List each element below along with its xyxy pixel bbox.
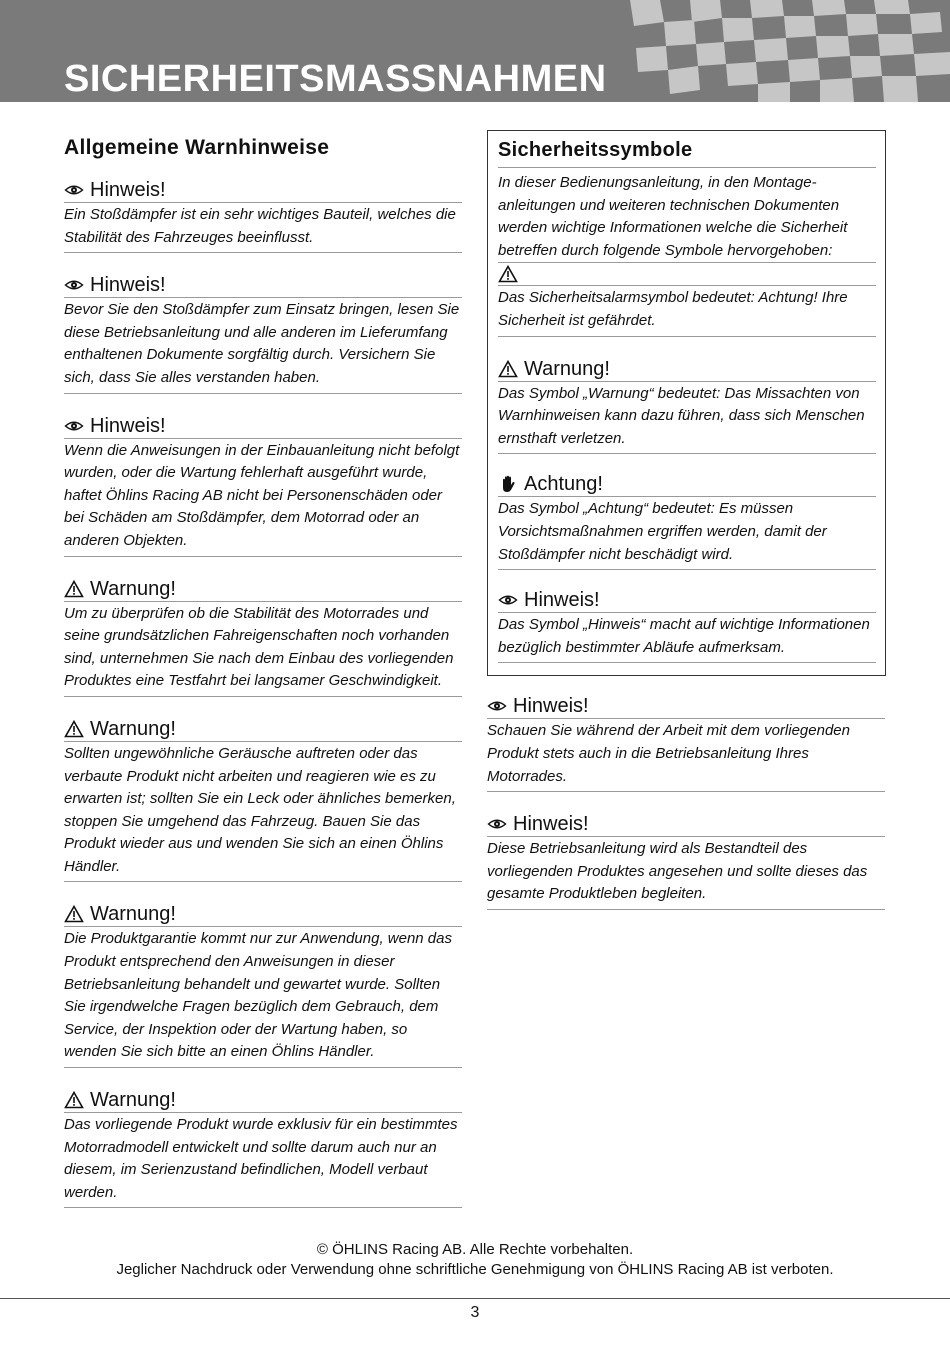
hint-note [487,812,885,910]
note-heading-label: Warnung! [90,903,176,926]
note-heading [64,717,462,742]
symbol-note [498,472,876,570]
warning-note [64,273,462,393]
section-title: Allgemeine Warnhinweise [64,136,330,159]
note-text: Sollten ungewöhnliche Geräusche auftreten oder das verbaute Produkt nicht arbeiten und reagieren wie es zu erwarten ist; sollten Sie ein Leck oder ähnliches bemerken, stoppen Sie umgehend das Fahrzeug. Bauen Sie das Produkt wieder aus und wenden Sie sich an einen Öhlins Händler. [64,742,462,883]
note-heading [64,414,462,439]
eye-icon [487,815,507,833]
general-warnings-column [64,136,462,1228]
alarm-symbol-text: Das Sicherheitsalarmsymbol bedeutet: Achtung! Ihre Sicherheit ist gefährdet. [498,286,876,336]
note-heading-label: Warnung! [90,1089,176,1112]
warning-triangle-icon [498,265,518,283]
page-header [0,0,950,102]
note-heading [64,902,462,927]
note-heading [64,577,462,602]
note-heading-label: Hinweis! [513,695,589,718]
page-number: 3 [470,1304,480,1321]
note-heading-label: Hinweis! [90,179,166,201]
symbol-note [498,588,876,663]
warning-note [64,717,462,883]
warning-note [64,1088,462,1208]
note-heading-label: Hinweis! [513,813,589,836]
note-heading-label: Hinweis! [90,414,166,437]
note-heading-label: Hinweis! [90,274,166,297]
left-notes-list [64,178,462,1208]
note-text: Bevor Sie den Stoßdämpfer zum Einsatz bringen, lesen Sie diese Betriebsanleitung und alle anderen im Lieferumfang enthaltenen Dokumente sorgfältig durch. Versichern Sie sich, dass Sie alles verstanden haben. [64,298,462,393]
note-text: Die Produktgarantie kommt nur zur Anwendung, wenn das Produkt entsprechend den Anweisungen in dieser Betriebsanleitung behandelt und gewartet wurde. Sollten Sie irgendwelche Fragen bezüglich dem Gebrauch, dem Service, der Inspektion oder der Wartung haben, so wenden Sie sich bitte an einen Öhlins Händler. [64,927,462,1068]
checkered-flag-graphic [620,0,950,102]
note-text: Das Symbol „Achtung“ bedeutet: Es müssen Vorsichtsmaßnahmen ergriffen werden, damit der Stoßdämpfer nicht beschädigt wird. [498,497,876,570]
note-heading [498,588,876,613]
note-text: Diese Betriebsanleitung wird als Bestandteil des vorliegenden Produktes angesehen und sollte dieses das gesamte Produktleben begleiten. [487,837,885,910]
warning-triangle-icon [498,360,518,378]
warning-note [64,902,462,1068]
eye-icon [487,697,507,715]
note-heading [64,273,462,298]
symbol-list [498,357,876,664]
footer [0,1240,950,1280]
hint-note [487,694,885,792]
note-heading [498,472,876,497]
eye-icon [64,276,84,294]
warning-triangle-icon [64,905,84,923]
safety-symbols-box [487,130,886,676]
eye-icon [64,181,84,199]
box-intro: In dieser Bedienungsanleitung, in den Montage-anleitungen und weiteren technischen Dokumenten werden wichtige Informationen welche die Sicherheit betreffen durch folgende Symbole hervorgehoben: [498,174,848,259]
note-heading [487,694,885,719]
eye-icon [64,417,84,435]
footer-divider [0,1298,950,1299]
note-text: Ein Stoßdämpfer ist ein sehr wichtiges Bauteil, welches die Stabilität des Fahrzeuges beeinflusst. [64,203,462,253]
box-title: Sicherheitssymbole [498,135,876,168]
note-heading-label: Warnung! [90,577,176,600]
note-text: Schauen Sie während der Arbeit mit dem vorliegenden Produkt stets auch in die Betriebsanleitung Ihres Motorrades. [487,719,885,792]
right-notes-list [487,694,885,910]
note-heading [64,1088,462,1113]
copyright-text: © ÖHLINS Racing AB. Alle Rechte vorbehalten. [316,1241,634,1258]
warning-note [64,577,462,697]
page-title: SICHERHEITSMASSNAHMEN [64,58,607,100]
note-text: Wenn die Anweisungen in der Einbauanleitung nicht befolgt wurden, oder die Wartung fehlerhaft ausgeführt wurde, haftet Öhlins Racing AB nicht bei Personenschäden oder bei Schäden am Stoßdämpfer, dem Motorrad oder an anderen Objekten. [64,439,462,557]
symbol-note [498,357,876,455]
note-text: Um zu überprüfen ob die Stabilität des Motorrades und seine grundsätzlichen Fahreigenschaften noch vorhanden sind, unternehmen Sie nach dem Einbau des vorliegenden Produktes eine Testfahrt bei langsamer Geschwindigkeit. [64,602,462,697]
note-heading-label: Hinweis! [524,589,600,612]
note-text: Das vorliegende Produkt wurde exklusiv für ein bestimmtes Motorradmodell entwickelt und sollte darum auch nur an diesem, im Serienzustand befindlichen, Modell verbaut werden. [64,1113,462,1208]
reprint-notice: Jeglicher Nachdruck oder Verwendung ohne schriftliche Genehmigung von ÖHLINS Racing AB ist verboten. [116,1261,834,1278]
warning-note [64,414,462,557]
note-heading [498,357,876,382]
note-heading [487,812,885,837]
warning-triangle-icon [64,580,84,598]
eye-icon [498,591,518,609]
safety-symbols-column [487,130,885,930]
hand-icon [498,475,518,493]
note-text: Das Symbol „Hinweis“ macht auf wichtige Informationen bezüglich bestimmter Abläufe aufmerksam. [498,613,876,663]
warning-triangle-icon [64,1091,84,1109]
warning-triangle-icon [64,720,84,738]
warning-note [64,178,462,253]
note-heading-label: Warnung! [524,357,610,380]
note-heading [64,178,462,203]
alarm-symbol-row [498,262,876,286]
note-heading-label: Achtung! [524,473,603,496]
note-heading-label: Warnung! [90,717,176,740]
note-text: Das Symbol „Warnung“ bedeutet: Das Missachten von Warnhinweisen kann dazu führen, dass sich Menschen ernsthaft verletzen. [498,382,876,455]
alarm-symbol-note [498,262,876,336]
